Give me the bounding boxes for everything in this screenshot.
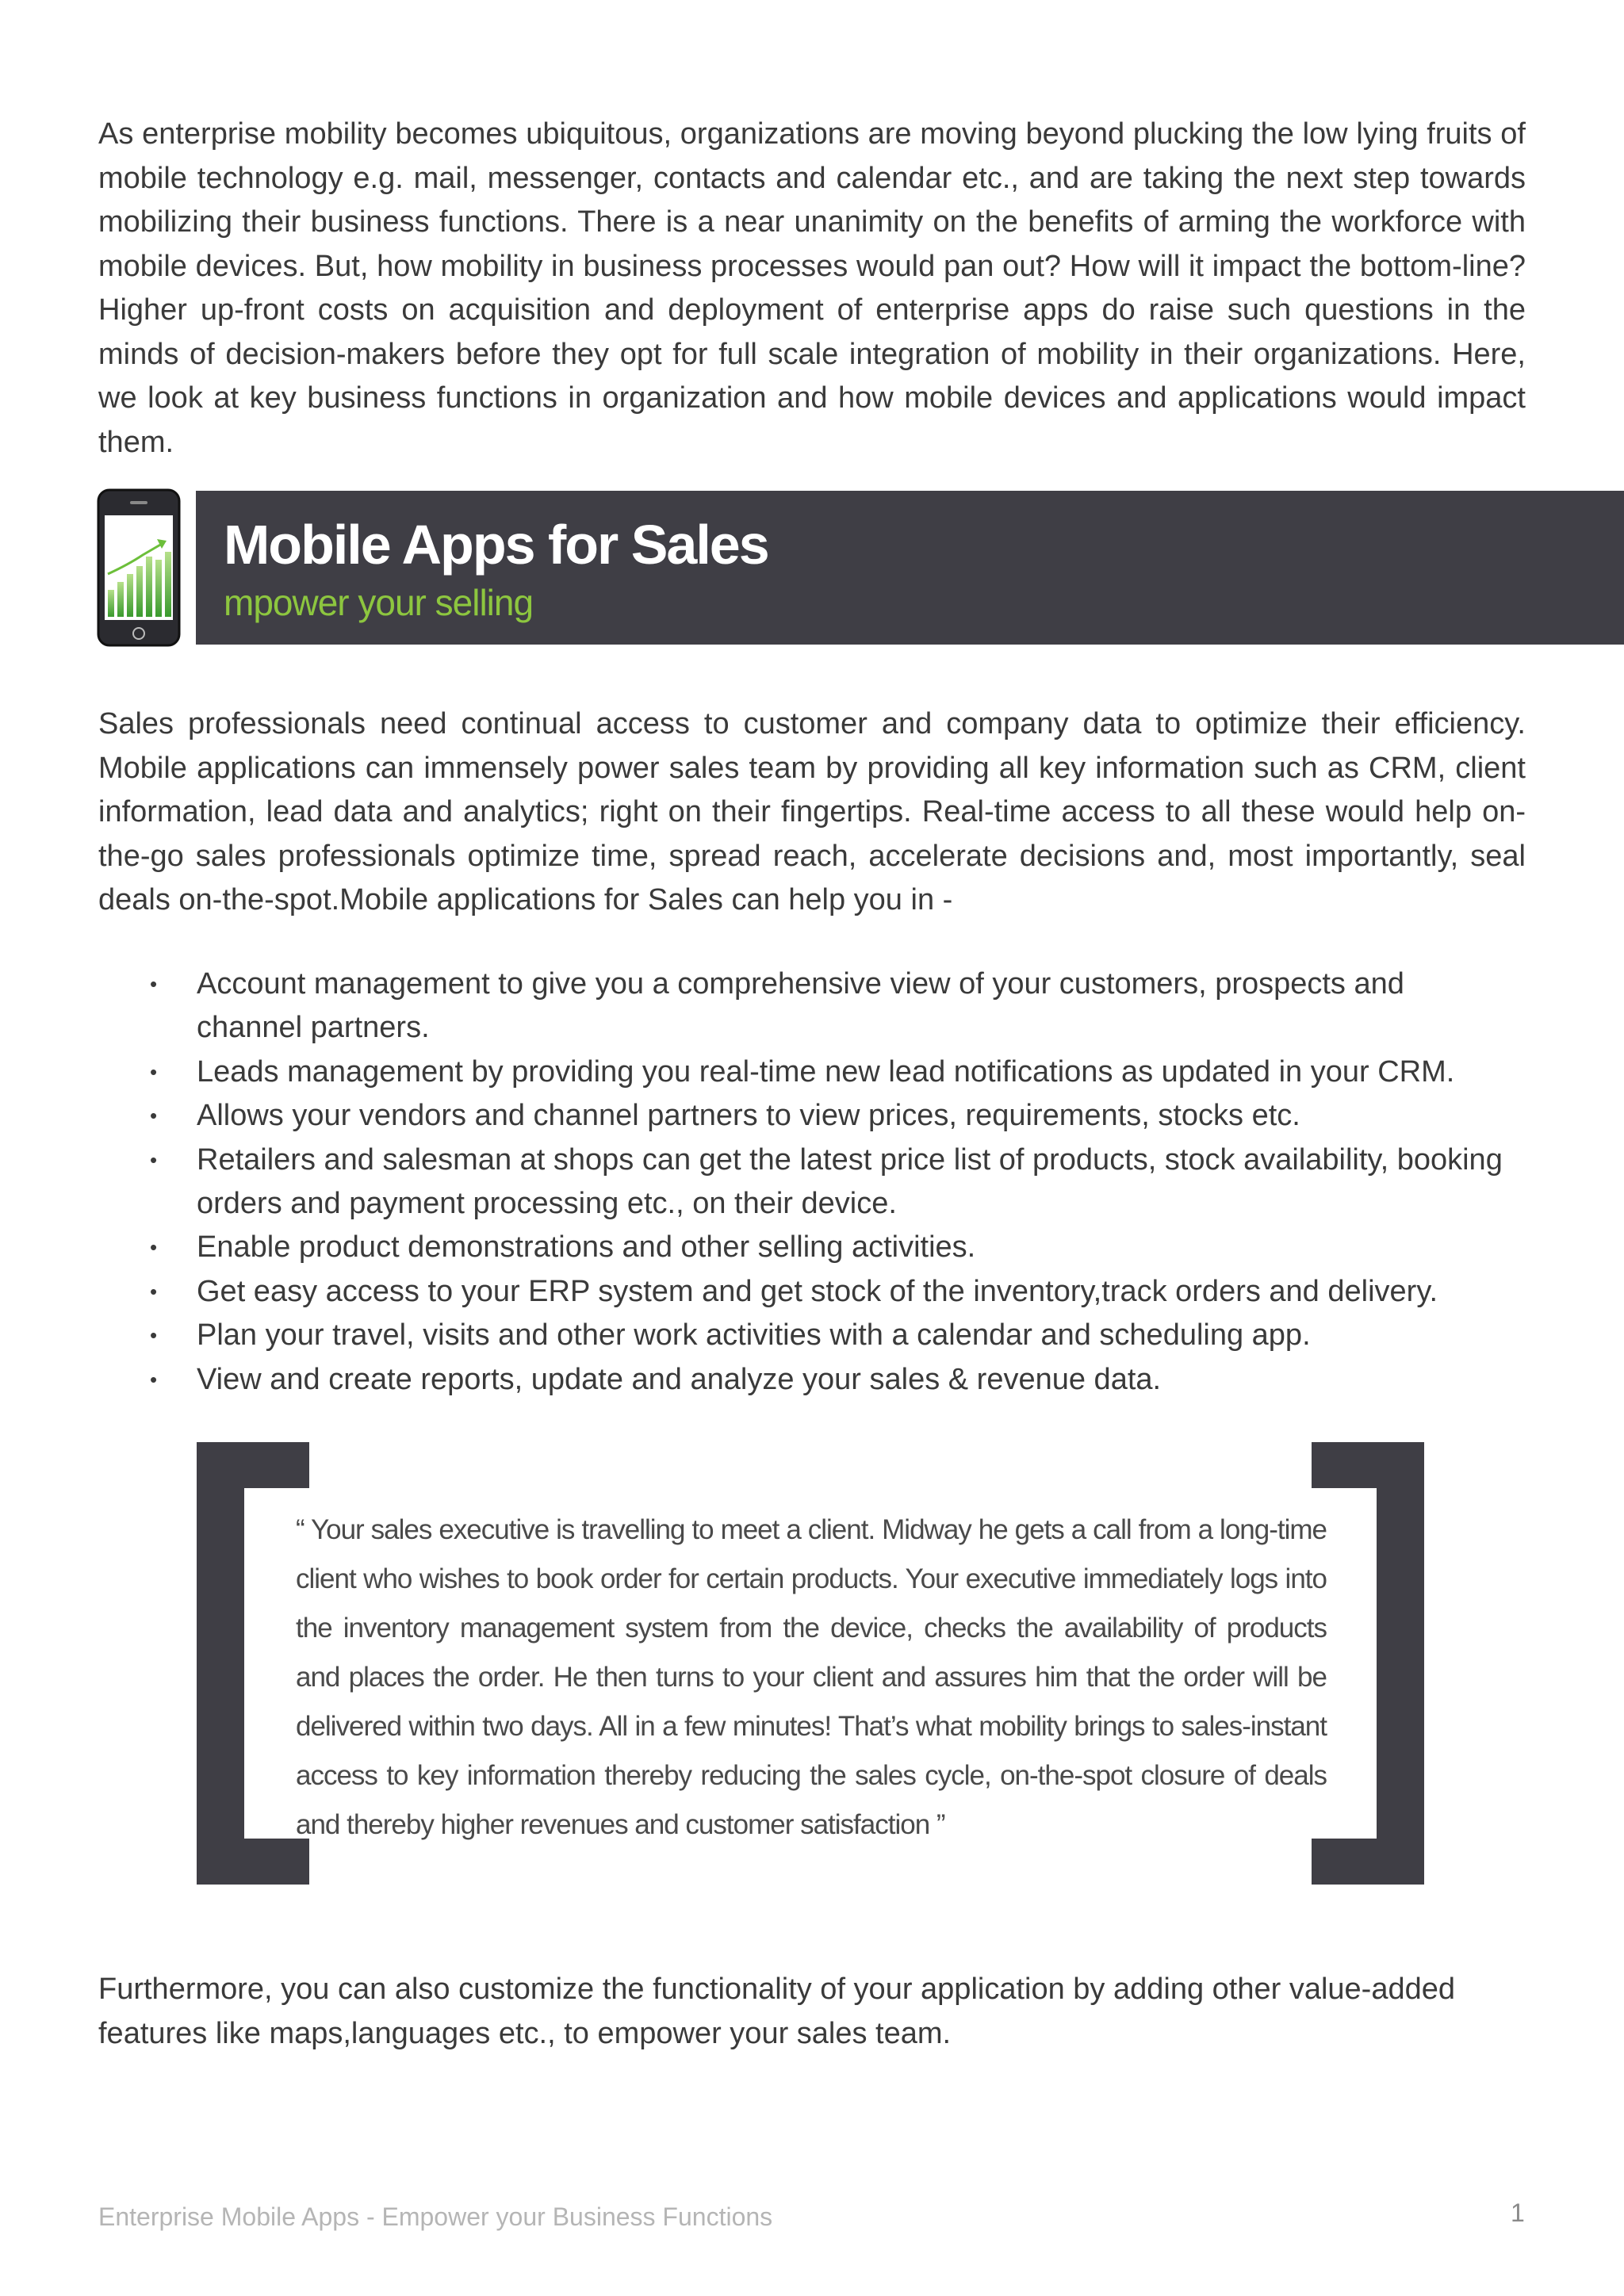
- sales-benefits-list: [98, 962, 1526, 1402]
- list-item-text: Account management to give you a comprehensive view of your customers, prospects and channel partners.: [197, 967, 1404, 1045]
- list-item-text: Plan your travel, visits and other work activities with a calendar and scheduling app.: [197, 1318, 1311, 1353]
- quote-text: “ Your sales executive is travelling to meet a client. Midway he gets a call from a long-time client who wishes to book order for certain products. Your executive immediately logs into the inventory management system from the device, checks the availability of products and places the order. He then turns to your client and assures him that the order will be delivered within two days. All in a few minutes! That’s what mobility brings to sales-instant access to key information thereby reducing the sales cycle, on-the-spot closure of deals and thereby higher revenues and customer satisfaction ”: [296, 1514, 1327, 1840]
- bullet-icon: •: [150, 1147, 158, 1172]
- footer-title: Enterprise Mobile Apps - Empower your Business Functions: [98, 2202, 773, 2231]
- list-item-text: View and create reports, update and analyze your sales & revenue data.: [197, 1362, 1162, 1396]
- left-bracket-icon: [197, 1442, 309, 1885]
- list-item: [98, 1138, 1526, 1226]
- list-item: [98, 1094, 1526, 1138]
- intro-paragraph: As enterprise mobility becomes ubiquitous, organizations are moving beyond plucking the low lying fruits of mobile technology e.g. mail, messenger, contacts and calendar etc., and are taking the next step towards mobilizing their business functions. There is a near unanimity on the benefits of arming the workforce with mobile devices. But, how mobility in business processes would pan out? How will it impact the bottom-line? Higher up-front costs on acquisition and deployment of enterprise apps do raise such questions in the minds of decision-makers before they opt for full scale integration of mobility in their organizations. Here, we look at key business functions in organization and how mobile devices and applications would impact them.: [98, 117, 1526, 459]
- bullet-icon: •: [150, 1235, 158, 1260]
- list-item: [98, 1050, 1526, 1094]
- list-item: [98, 1226, 1526, 1269]
- bullet-icon: •: [150, 1323, 158, 1348]
- bullet-icon: •: [150, 972, 158, 996]
- smartphone-growth-chart-icon: [97, 488, 181, 647]
- bullet-icon: •: [150, 1104, 158, 1128]
- list-item: [98, 1358, 1526, 1402]
- list-item: [98, 1314, 1526, 1357]
- closing-paragraph: Furthermore, you can also customize the functionality of your application by adding other value-added features like maps,languages etc., to empower your sales team.: [98, 1973, 1455, 2050]
- right-bracket-icon: [1312, 1442, 1424, 1885]
- bullet-icon: •: [150, 1279, 158, 1303]
- list-item-text: Get easy access to your ERP system and get stock of the inventory,track orders and delivery.: [197, 1274, 1438, 1308]
- list-item-text: Retailers and salesman at shops can get the latest price list of products, stock availability, booking orders and payment processing etc., on their device.: [197, 1142, 1503, 1221]
- sales-intro-paragraph: Sales professionals need continual access to customer and company data to optimize their efficiency. Mobile applications can immensely power sales team by providing all key information such as CRM, client information, lead data and analytics; right on their fingertips. Real-time access to all these would help on-the-go sales professionals optimize time, spread reach, accelerate decisions and, most importantly, seal deals on-the-spot.Mobile applications for Sales can help you in -: [98, 707, 1526, 916]
- bullet-icon: •: [150, 1367, 158, 1391]
- list-item-text: Leads management by providing you real-time new lead notifications as updated in your CRM.: [197, 1054, 1455, 1089]
- list-item: [98, 962, 1526, 1050]
- bullet-icon: •: [150, 1059, 158, 1084]
- list-item-text: Allows your vendors and channel partners to view prices, requirements, stocks etc.: [197, 1099, 1300, 1133]
- page-number: 1: [1511, 2198, 1525, 2227]
- quote-callout: [197, 1442, 1424, 1885]
- section-subtitle: mpower your selling: [224, 582, 534, 623]
- list-item: [98, 1270, 1526, 1314]
- section-banner: [196, 491, 1624, 645]
- list-item-text: Enable product demonstrations and other selling activities.: [197, 1230, 976, 1265]
- section-title: Mobile Apps for Sales: [224, 514, 768, 576]
